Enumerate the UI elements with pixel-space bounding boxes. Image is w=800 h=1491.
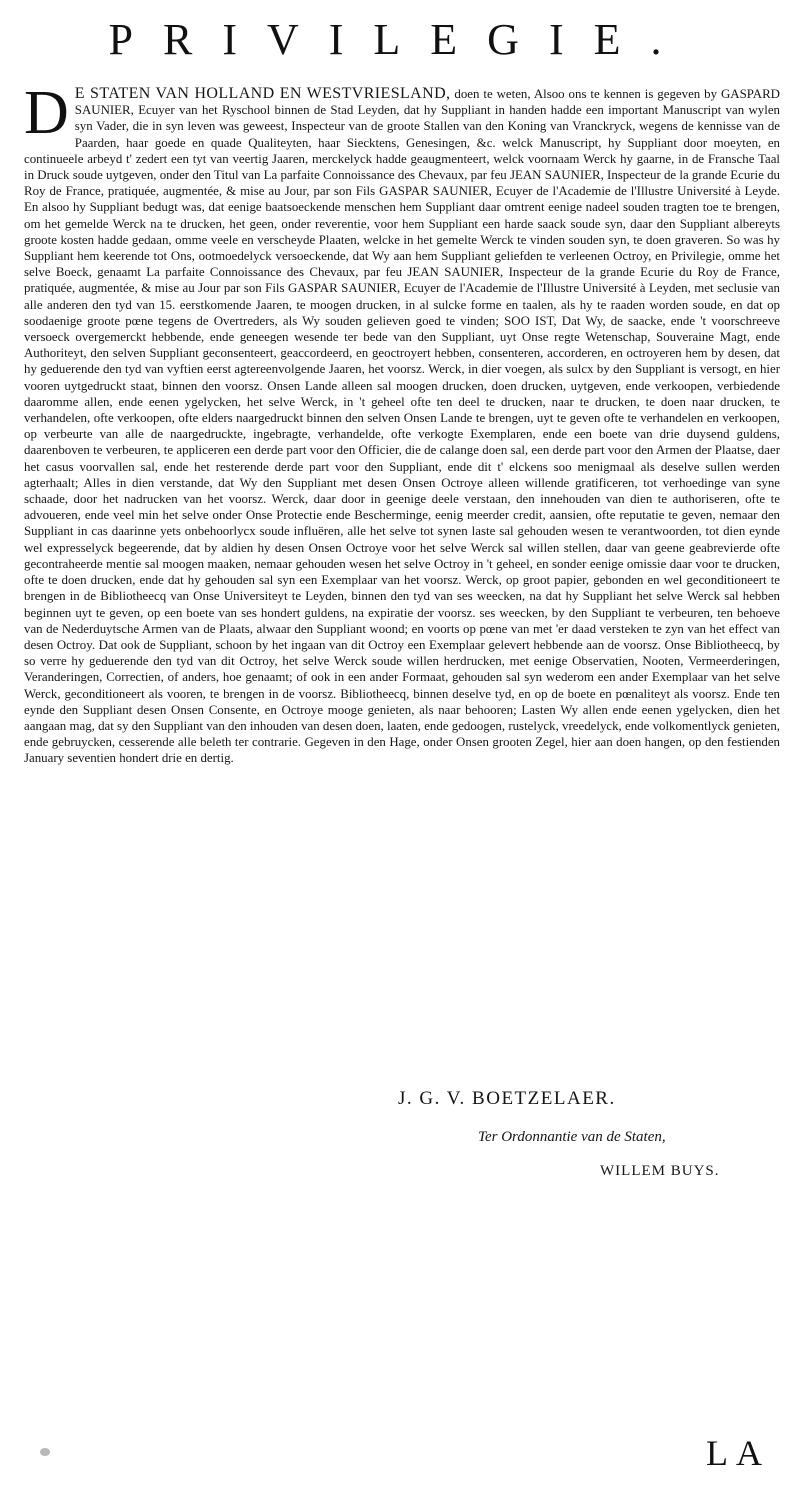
privilege-body — [24, 79, 781, 767]
body-text: doen te weten, Alsoo ons te kennen is gegeven by GASPARD SAUNIER, Ecuyer van het Ryschool binnen de Stad Leyden, dat hy Suppliant in handen hadde een important Manuscript van wylen syn Vader, die in syn leven was geweest, Inspecteur van de groote Stallen van den Koning van Vranckryck, wegens de kennisse van de Paarden, haar goede en quade Qualiteyten, haar Siecktens, Genesingen, &c. welck Manuscript, hy Suppliant door moeyten, en continueele arbeyd t' zedert een tyt van veertig Jaaren, merckelyck hadde geaugmenteert, welck voornaam Werck hy gaarne, in de Fransche Taal in Druck soude uytgeven, onder den Titul van La parfaite Connoissance des Chevaux, par feu JEAN SAUNIER, Inspecteur de la grande Ecurie du Roy de France, pratiquée, augmentée, & mise au Jour, par son Fils GASPAR SAUNIER, Ecuyer de l'Academie de l'Illustre Université à Leyde. En alsoo hy Suppliant bedugt was, dat eenige baatsoeckende menschen hem Suppliant daar omtrent eenige nadeel souden tragten toe te brengen, om het gemelde Werck na te drucken, het geen, onder reverentie, voor hem Suppliant een harde saack soude syn, daar den Suppliant albereyts groote kosten hadde gedaan, omme veele en verscheyde Plaaten, welcke in het gemelte Werck te vinden souden syn, te doen graveren. So was hy Suppliant hem keerende tot Ons, ootmoedelyck versoeckende, dat Wy aan hem Suppliant geliefden te verleenen Octroy, en Privilegie, omme het selve Boeck, genaamt La parfaite Connoissance des Chevaux, par feu JEAN SAUNIER, Inspecteur de la grande Ecurie du Roy de France, pratiquée, augmentée, & mise au Jour par son Fils GASPAR SAUNIER, Ecuyer de l'Academie de l'Illustre Université à Leyden, met seclusie van alle anderen den tyd van 15. eerstkomende Jaaren, te moogen drucken, in al sulcke forme en taalen, als hy te raaden worden soude, en dat op soodaenige groote pœne tegens de Overtreders, als Wy souden gelieven goed te vinden; SOO IST, Dat Wy, de saacke, ende 't voorschreeve versoeck overgemerckt hebbende, ende geneegen wesende ter bede van den Suppliant, uyt Onse regte Wetenschap, Souveraine Magt, ende Authoriteyt, den selven Suppliant geconsenteert, geaccordeerd, en geoctroyert hebben, consenteren, accorderen, en octroyeren hem by desen, dat hy geduerende den tyd van vyftien eerst agtereenvolgende Jaaren, het voorsz. Werck, in dier voegen, als sulcx by den Suppliant is versogt, en hier vooren uytgedruckt staat, binnen den voorsz. Onsen Lande alleen sal moogen drucken, doen drucken, uytgeven, ende verkoopen, verbiedende daaromme allen, ende eenen ygelycken, het selve Werck, in 't geheel ofte ten deel te drucken, naar te drucken, te doen naar drucken, te verhandelen, ofte verkoopen, ofte elders naargedruckt binnen den selven Onsen Lande te brengen, uyt te geven ofte te verhandelen en verkoopen, op verbeurte van alle de naargedruckte, ingebragte, verhandelde, ofte verkogte Exemplaren, ende een boete van drie duysend guldens, daarenboven te verbeuren, te appliceren een derde part voor den Officier, die de calange doen sal, een derde part voor den Armen der Plaatse, daer het casus voorvallen sal, ende het resterende derde part voor den Suppliant, ende dit t' elckens soo menigmaal als deselve sullen werden agterhaalt; Alles in dien verstande, dat Wy den Suppliant met desen Onsen Octroye alleen willende gratificeren, tot verhoedinge van syne schaade, door het nadrucken van het voorsz. Werck, daar door in geenige deele verstaan, den innehouden van dien te authoriseren, ofte te advoueren, ende veel min het selve onder Onse Protectie ende Bescherminge, eenig meerder credit, aansien, ofte reputatie te geven, nemaar den Suppliant in cas daarinne yets onbehoorlycx soude influëren, alle het selve tot synen laste sal gehouden wesen te verantwoorden, tot dien eynde wel expresselyck begeerende, dat by aldien hy desen Onsen Octroye voor het selve Werck sal willen stellen, daar van geene geabrevierde ofte gecontraheerde mentie sal moogen maaken, nemaar gehouden wesen het selve Octroy in 't geheel, en sonder eenige omissie daar voor te drucken, ofte te doen drucken, ende dat hy gehouden sal syn een Exemplaar van het voorsz. Werck, op groot papier, gebonden en wel geconditioneert te brengen in de Bibliotheecq van Onse Universiteyt te Leyden, binnen den tyd van ses weecken, na dat hy Suppliant het selve Werck sal hebben beginnen uyt te geven, op een boete van ses hondert guldens, na expiratie der voorsz. ses weecken, by den Suppliant te verbeuren, ten behoeve van de Nederduytsche Armen van de Plaats, alwaar den Suppliant woond; en voorts op pœne van met 'er daad versteken te zyn van het effect van desen Octroy. Dat ook de Suppliant, schoon by het ingaan van dit Octroy een Exemplaar gelevert hebbende aan de voorsz. Onse Bibliotheecq, by so verre hy geduerende den tyd van dit Octroy, het selve Werck soude willen herdrucken, met eenige Observatien, Nooten, Vermeerderingen, Veranderingen, Correctien, of anders, hoe genaamt; of ook in een ander Formaat, gehouden sal syn wederom een ander Exemplaar van het selve Werck, geconditioneert als vooren, te brengen in de voorsz. Bibliotheecq, binnen deselve tyd, en op de boete en pœnaliteyt als voorsz. Ende ten eynde den Suppliant desen Onsen Consente, en Octroye mooge genieten, als naar behooren; Lasten Wy allen ende eenen ygelycken, dien het aangaan mag, dat sy den Suppliant van den inhouden van desen doen, laaten, ende gedoogen, rustelyck, vreedelyck, ende volkomentlyck genieten, ende gebruycken, cesserende alle beleth ter contrarie. Gegeven in den Hage, onder Onsen grooten Zegel, hier aan doen hangen, op den festienden January seventien hondert drie en dertig. — [24, 87, 781, 766]
document-title: PRIVILEGIE. — [108, 15, 692, 64]
body-lead: E STATEN VAN HOLLAND EN WESTVRIESLAND, — [74, 85, 451, 102]
ink-blot — [40, 1448, 50, 1456]
secretary-name: WILLEM BUYS. — [600, 1163, 720, 1179]
ordonnantie-line: Ter Ordonnantie van de Staten, — [478, 1129, 666, 1145]
signer-name: J. G. V. BOETZELAER. — [398, 1088, 616, 1109]
drop-cap: D — [24, 79, 69, 147]
catchword: LA — [706, 1433, 770, 1473]
